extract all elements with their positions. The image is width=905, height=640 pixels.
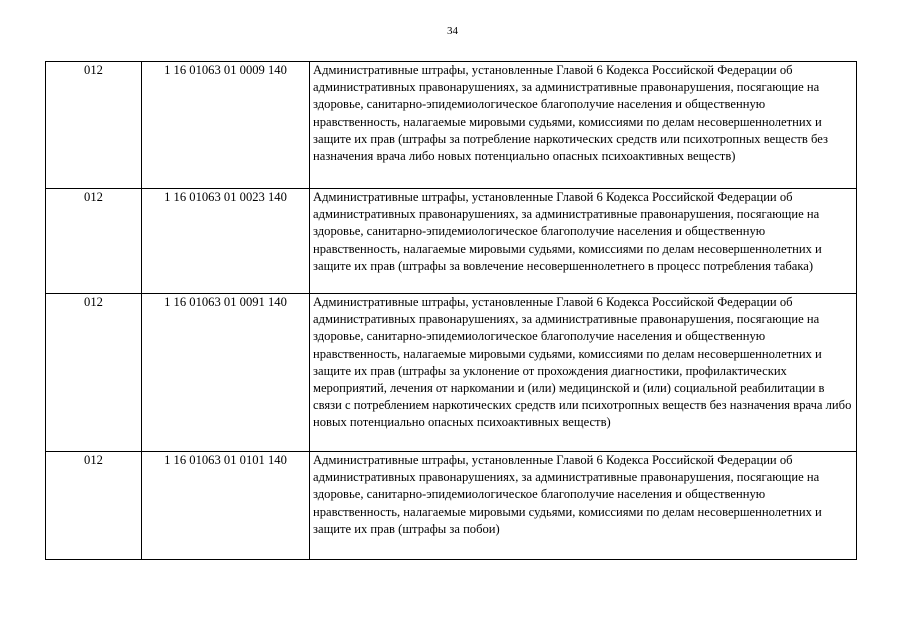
- budget-code-cell: 1 16 01063 01 0009 140: [142, 62, 310, 189]
- description-cell: Административные штрафы, установленные Главой 6 Кодекса Российской Федерации об административных правонарушениях, за административные правонарушения, посягающие на здоровье, санитарно-эпидемиологическое благополучие населения и общественную нравственность, налагаемые мировыми судьями, комиссиями по делам несовершеннолетних и защите их прав (штрафы за побои): [310, 452, 857, 560]
- table-row: [46, 452, 857, 560]
- description-cell: Административные штрафы, установленные Главой 6 Кодекса Российской Федерации об административных правонарушениях, за административные правонарушения, посягающие на здоровье, санитарно-эпидемиологическое благополучие населения и общественную нравственность, налагаемые мировыми судьями, комиссиями по делам несовершеннолетних и защите их прав (штрафы за вовлечение несовершеннолетнего в процесс потребления табака): [310, 189, 857, 294]
- page-number: 34: [447, 25, 458, 37]
- description-cell: Административные штрафы, установленные Главой 6 Кодекса Российской Федерации об административных правонарушениях, за административные правонарушения, посягающие на здоровье, санитарно-эпидемиологическое благополучие населения и общественную нравственность, налагаемые мировыми судьями, комиссиями по делам несовершеннолетних и защите их прав (штрафы за уклонение от прохождения диагностики, профилактических мероприятий, лечения от наркомании и (или) медицинской и (или) социальной реабилитации в связи с потреблением наркотических средств или психотропных веществ без назначения врача либо новых потенциально опасных психоактивных веществ): [310, 294, 857, 452]
- table-row: [46, 62, 857, 189]
- table-row: [46, 294, 857, 452]
- budget-code-cell: 1 16 01063 01 0023 140: [142, 189, 310, 294]
- budget-classification-table: [45, 61, 857, 560]
- budget-code-cell: 1 16 01063 01 0091 140: [142, 294, 310, 452]
- admin-code-cell: 012: [46, 452, 142, 560]
- admin-code-cell: 012: [46, 62, 142, 189]
- table-row: [46, 189, 857, 294]
- budget-code-cell: 1 16 01063 01 0101 140: [142, 452, 310, 560]
- description-cell: Административные штрафы, установленные Главой 6 Кодекса Российской Федерации об административных правонарушениях, за административные правонарушения, посягающие на здоровье, санитарно-эпидемиологическое благополучие населения и общественную нравственность, налагаемые мировыми судьями, комиссиями по делам несовершеннолетних и защите их прав (штрафы за потребление наркотических средств или психотропных веществ без назначения врача либо новых потенциально опасных психоактивных веществ): [310, 62, 857, 189]
- admin-code-cell: 012: [46, 189, 142, 294]
- admin-code-cell: 012: [46, 294, 142, 452]
